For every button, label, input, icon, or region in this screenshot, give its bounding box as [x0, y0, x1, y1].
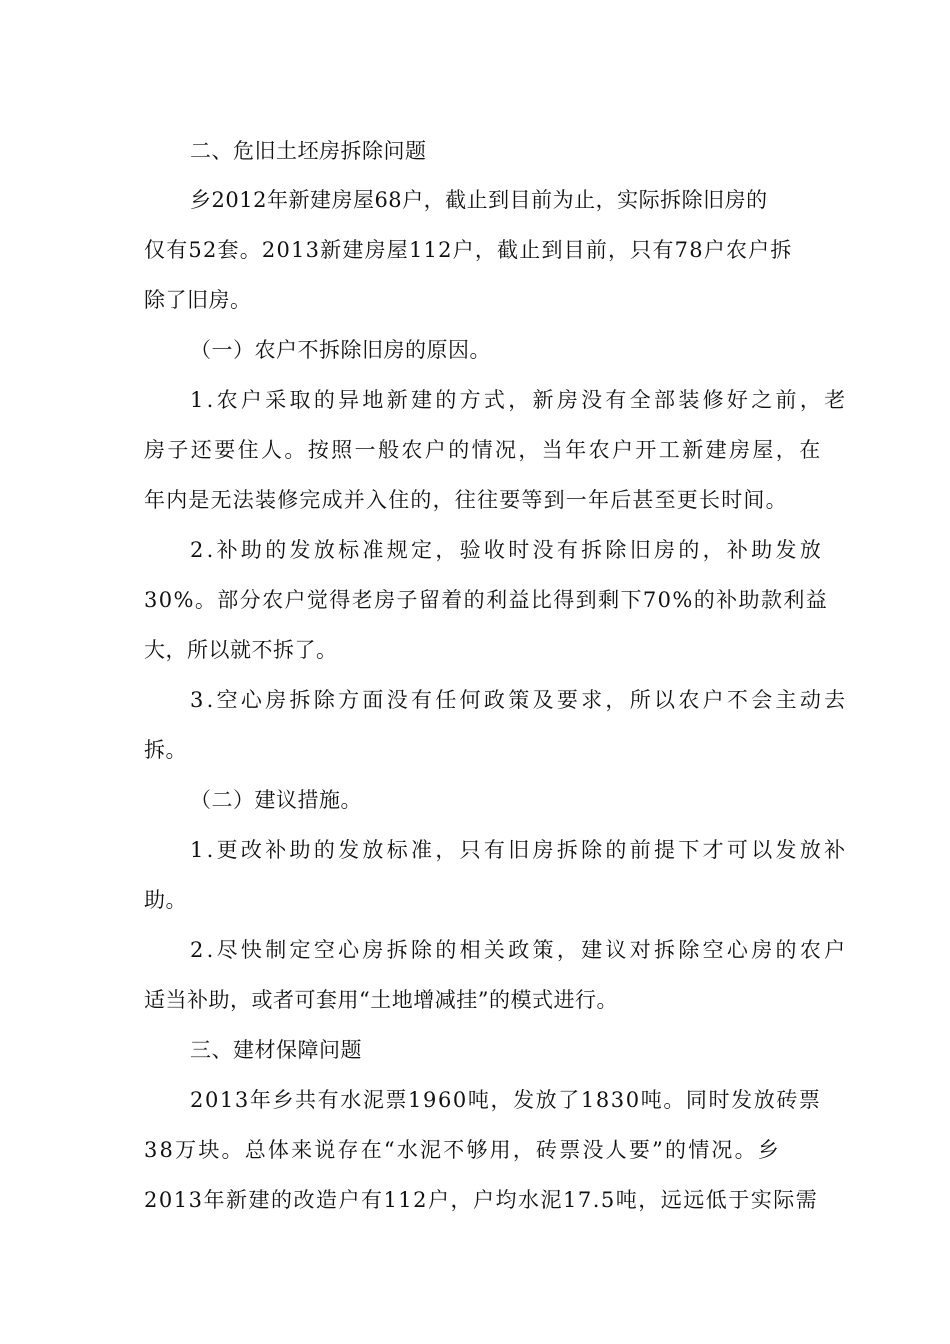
paragraph-line: 2013年新建的改造户有112户，户均水泥17.5吨，远远低于实际需: [144, 1188, 819, 1212]
paragraph-line: 大，所以就不拆了。: [144, 638, 338, 662]
paragraph-line: 拆。: [144, 738, 187, 762]
paragraph-line: 年内是无法装修完成并入住的，往往要等到一年后甚至更长时间。: [144, 488, 788, 512]
paragraph-line: 30%。部分农户觉得老房子留着的利益比得到剩下70%的补助款利益: [144, 588, 829, 612]
paragraph-line: 适当补助，或者可套用“土地增减挂”的模式进行。: [144, 988, 618, 1012]
section-heading: 二、危旧土坯房拆除问题: [190, 139, 427, 163]
paragraph-line: 2.补助的发放标准规定，验收时没有拆除旧房的，补助发放: [190, 538, 825, 562]
paragraph-line: 2.尽快制定空心房拆除的相关政策，建议对拆除空心房的农户: [190, 938, 849, 962]
section-heading: 三、建材保障问题: [190, 1038, 362, 1062]
paragraph-line: 房子还要住人。按照一般农户的情况，当年农户开工新建房屋，在: [144, 438, 823, 462]
paragraph-line: 3.空心房拆除方面没有任何政策及要求，所以农户不会主动去: [190, 688, 849, 712]
subsection-heading: （一）农户不拆除旧房的原因。: [190, 338, 491, 362]
paragraph-line: 2013年乡共有水泥票1960吨，发放了1830吨。同时发放砖票: [190, 1088, 822, 1112]
paragraph-line: 乡2012年新建房屋68户，截止到目前为止，实际拆除旧房的: [190, 188, 768, 212]
paragraph-line: 1.农户采取的异地新建的方式，新房没有全部装修好之前，老: [190, 388, 849, 412]
paragraph-line: 1.更改补助的发放标准，只有旧房拆除的前提下才可以发放补: [190, 838, 849, 862]
paragraph-line: 仅有52套。2013新建房屋112户，截止到目前，只有78户农户拆: [144, 238, 793, 262]
paragraph-line: 助。: [144, 888, 187, 912]
paragraph-line: 除了旧房。: [144, 288, 252, 312]
paragraph-line: 38万块。总体来说存在“水泥不够用，砖票没人要”的情况。乡: [144, 1138, 781, 1162]
subsection-heading: （二）建议措施。: [190, 788, 362, 812]
